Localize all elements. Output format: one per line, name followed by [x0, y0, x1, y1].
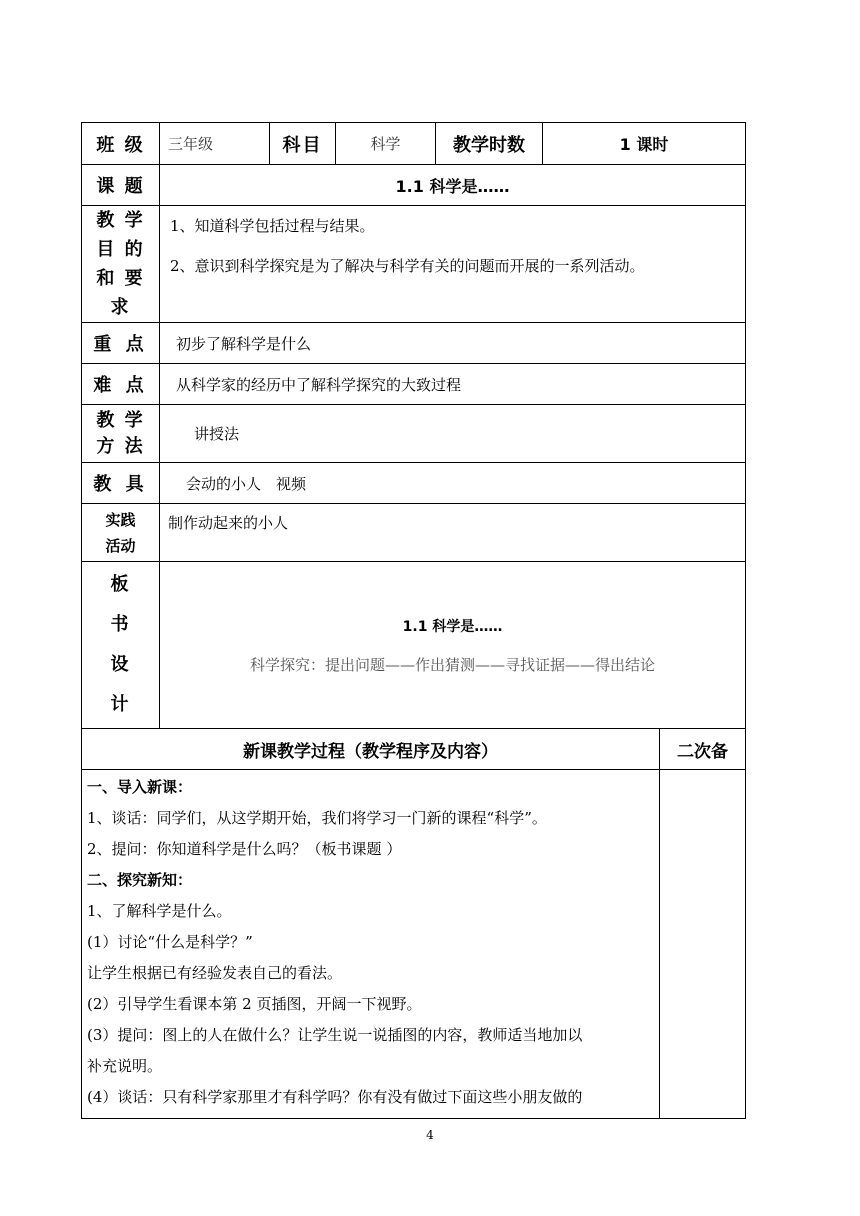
- process-line: 1、了解科学是什么。: [87, 902, 232, 920]
- tools-value: 会动的小人 视频: [160, 463, 746, 504]
- goals-label-line: 目 的: [96, 239, 145, 260]
- process-line: 1、谈话：同学们，从这学期开始，我们将学习一门新的课程“科学”。: [87, 809, 547, 827]
- goal-item: 1、知道科学包括过程与结果。: [170, 217, 375, 235]
- topic-row: [82, 165, 746, 206]
- practice-label-line: 活动: [105, 536, 136, 555]
- practice-label: [82, 504, 160, 562]
- board-label-line: 板: [110, 574, 131, 595]
- key-point-label: 重 点: [82, 323, 160, 364]
- info-row: [82, 123, 746, 165]
- hours-label: 教学时数: [436, 123, 543, 165]
- subject-value: 科学: [336, 123, 436, 165]
- process-line: 二、探究新知：: [87, 871, 193, 889]
- goals-label-line: 教 学: [96, 210, 145, 231]
- process-line: 补充说明。: [87, 1057, 163, 1075]
- practice-label-line: 实践: [105, 510, 136, 529]
- second-prep-header: 二次备: [660, 729, 746, 770]
- goals-label: [82, 206, 160, 323]
- topic-value: 1.1 科学是……: [160, 165, 746, 206]
- board-label-line: 计: [110, 694, 131, 715]
- board-content: [160, 562, 746, 729]
- class-value: 三年级: [160, 123, 270, 165]
- difficulty-label: 难 点: [82, 364, 160, 405]
- topic-label: 课 题: [82, 165, 160, 206]
- process-line: 一、导入新课：: [87, 778, 193, 796]
- practice-value: 制作动起来的小人: [160, 504, 746, 562]
- process-header-row: [82, 729, 746, 770]
- class-label: 班 级: [82, 123, 160, 165]
- process-header: 新课教学过程（教学程序及内容）: [82, 729, 660, 770]
- subject-label: 科目: [270, 123, 336, 165]
- method-label-line: 教 学: [96, 409, 145, 431]
- goals-label-line: 求: [110, 297, 131, 318]
- goals-row: [82, 206, 746, 323]
- process-row: [82, 770, 746, 1119]
- difficulty-value: 从科学家的经历中了解科学探究的大致过程: [160, 364, 746, 405]
- board-label-line: 设: [110, 654, 131, 675]
- page-number: 4: [426, 1128, 434, 1142]
- method-label-line: 方 法: [96, 435, 145, 457]
- process-line: (2）引导学生看课本第 2 页插图，开阔一下视野。: [87, 995, 422, 1013]
- board-label-line: 书: [110, 614, 131, 635]
- process-line: (4）谈话：只有科学家那里才有科学吗？你有没有做过下面这些小朋友做的: [87, 1088, 583, 1106]
- process-line: 让学生根据已有经验发表自己的看法。: [87, 964, 343, 982]
- key-point-row: [82, 323, 746, 364]
- hours-value: 1 课时: [543, 123, 746, 165]
- goals-content: [160, 206, 746, 323]
- difficulty-row: [82, 364, 746, 405]
- board-body: 科学探究：提出问题——作出猜测——寻找证据——得出结论: [249, 655, 655, 674]
- goal-item: 2、意识到科学探究是为了解决与科学有关的问题而开展的一系列活动。: [170, 257, 645, 275]
- lesson-plan-table: [81, 122, 746, 1119]
- method-label: [82, 405, 160, 463]
- board-label: [82, 562, 160, 729]
- process-line: 2、提问：你知道科学是什么吗？（板书课题 ）: [87, 840, 402, 858]
- practice-row: [82, 504, 746, 562]
- board-title: 1.1 科学是……: [402, 618, 503, 635]
- tools-row: [82, 463, 746, 504]
- tools-label: 教 具: [82, 463, 160, 504]
- key-point-value: 初步了解科学是什么: [160, 323, 746, 364]
- process-line: (1）讨论“什么是科学？”: [87, 933, 253, 951]
- method-value: 讲授法: [160, 405, 746, 463]
- board-row: [82, 562, 746, 729]
- second-prep-cell: [660, 770, 746, 1119]
- method-row: [82, 405, 746, 463]
- process-content: [82, 770, 660, 1119]
- process-line: (3）提问：图上的人在做什么？让学生说一说插图的内容，教师适当地加以: [87, 1026, 583, 1044]
- goals-label-line: 和 要: [96, 268, 145, 289]
